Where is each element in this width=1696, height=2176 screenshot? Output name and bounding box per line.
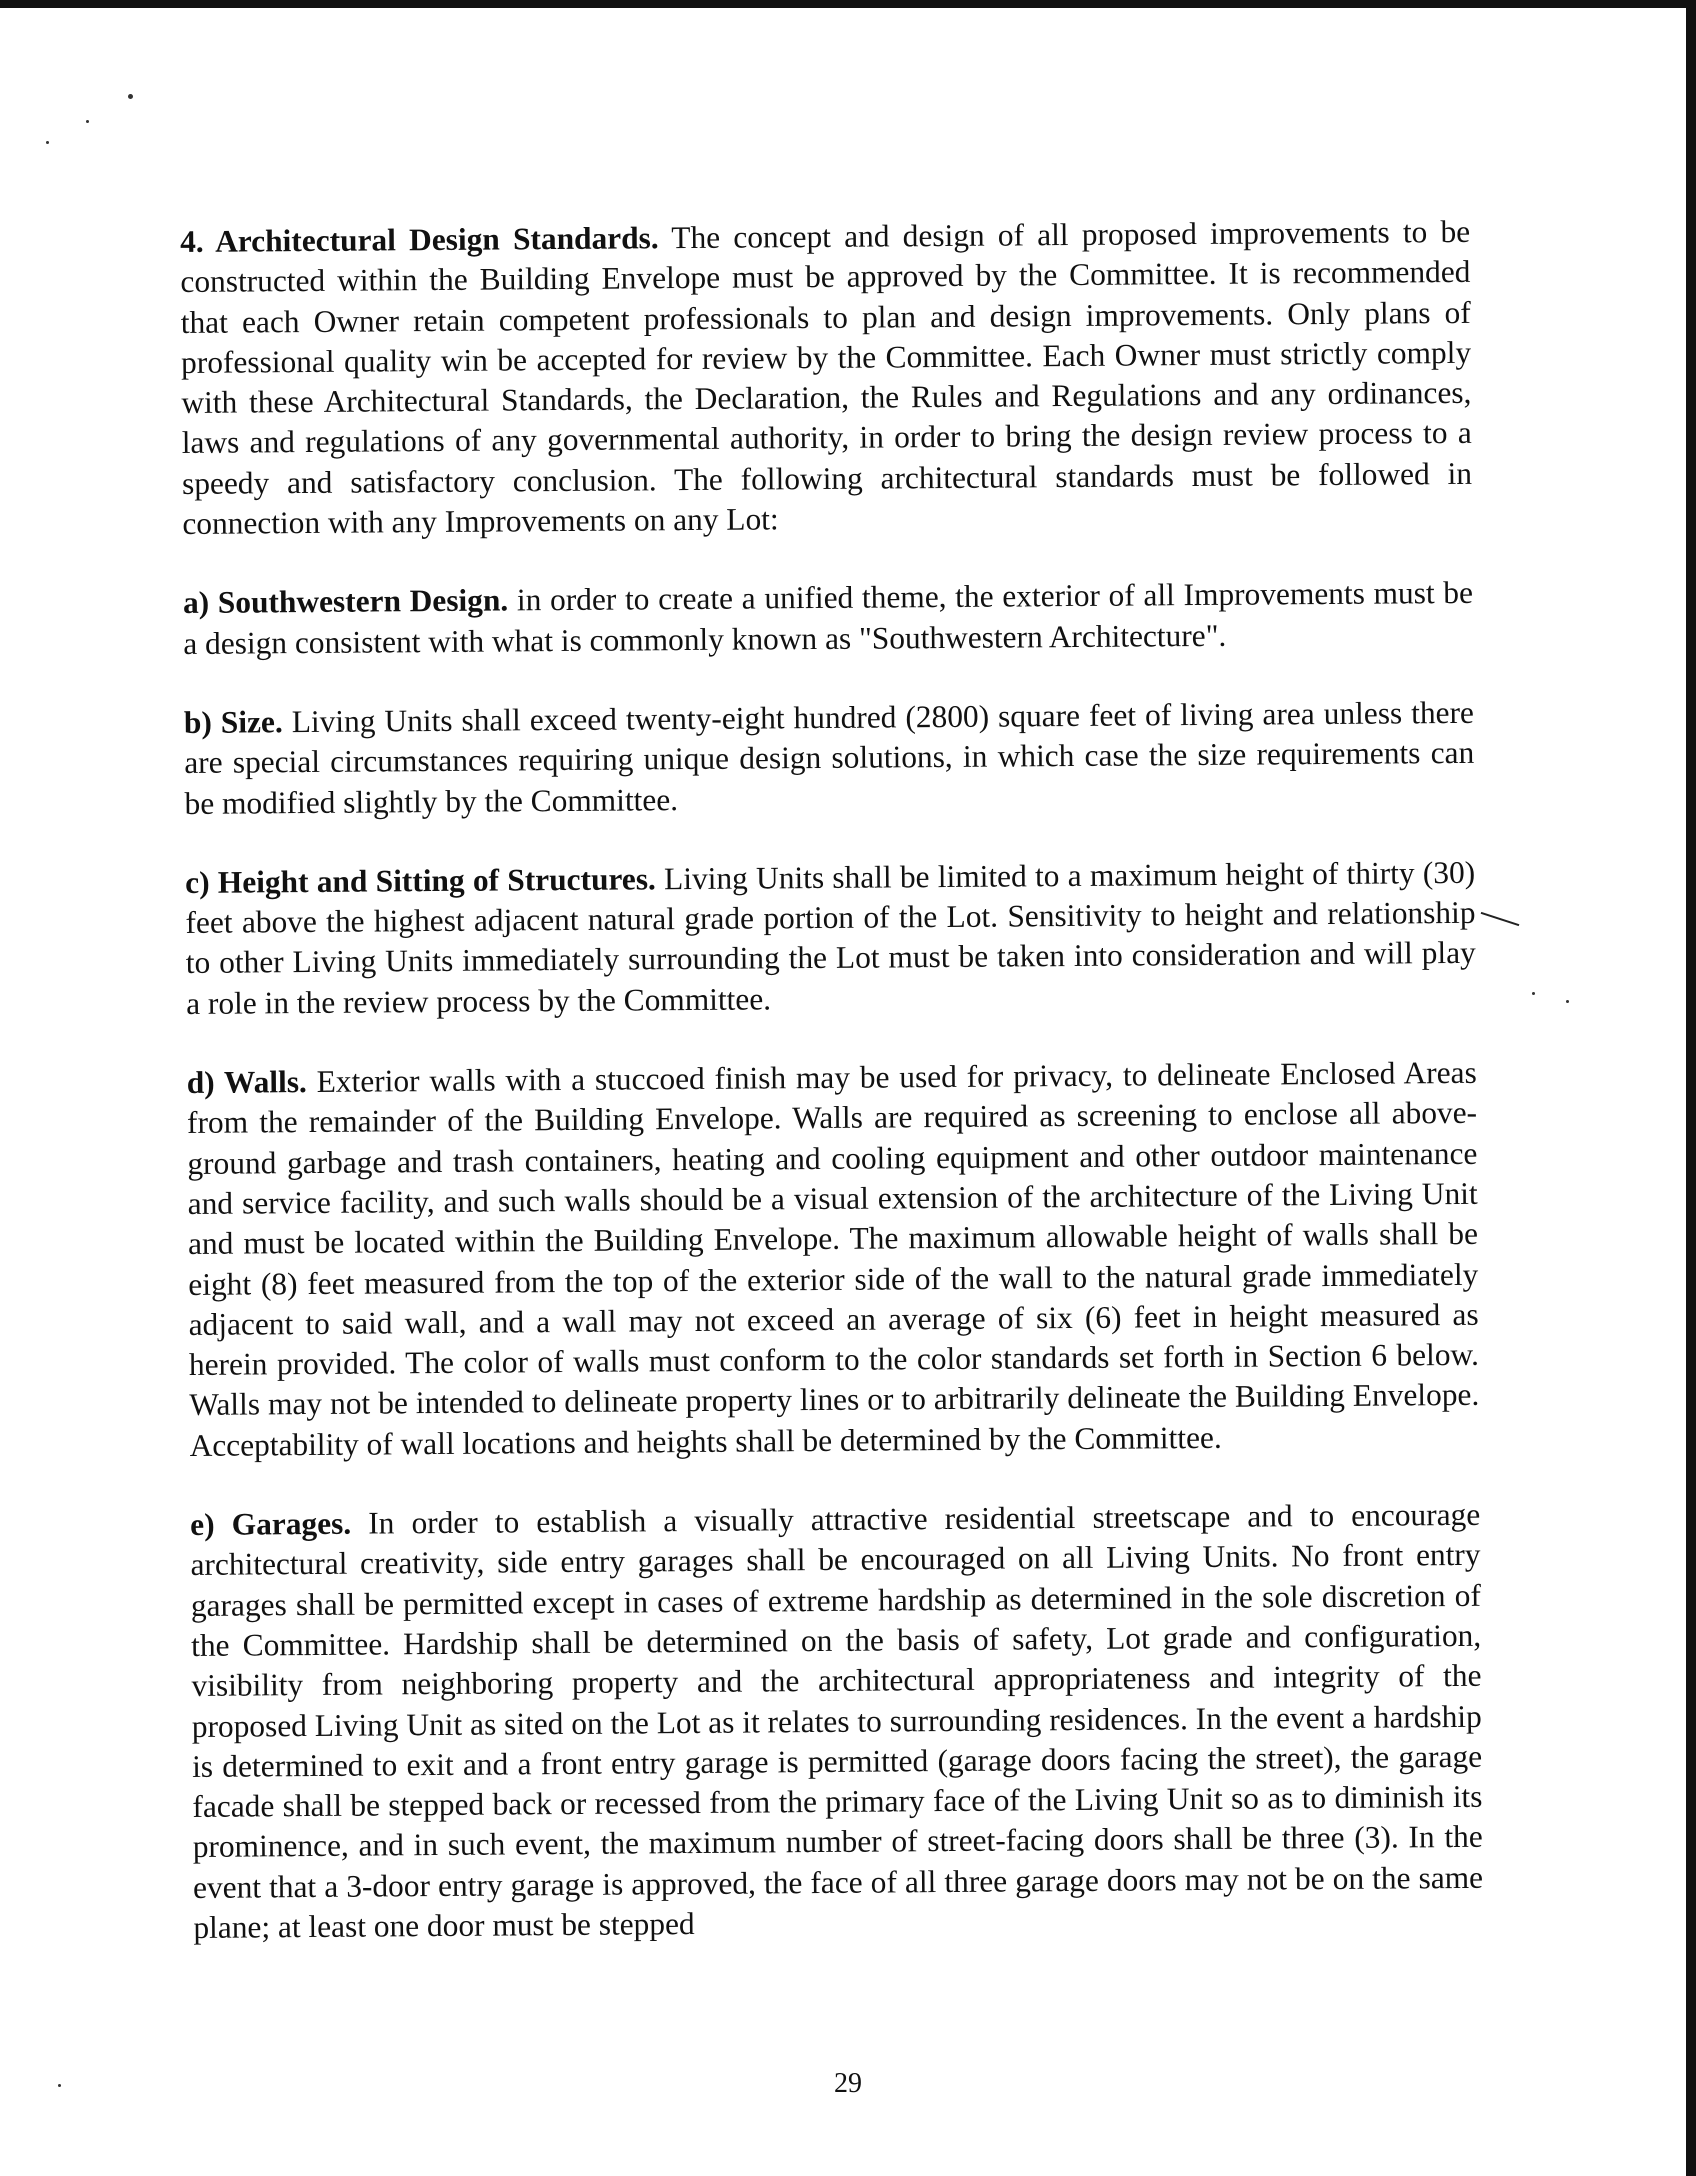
scan-speck bbox=[46, 141, 49, 144]
section-garages bbox=[190, 1495, 1483, 1948]
section-text: Exterior walls with a stuccoed finish may be used for privacy, to delineate Enclosed Areas from the remainder of the Building Envelope. Walls are required as screening to enclose all above-ground garbage and trash containers, heating and cooling equipment and other outdoor maintenance and service facility, and such walls should be a visual extension of the architecture of the Living Unit and must be located within the Building Envelope. The maximum allowable height of walls shall be eight (8) feet measured from the top of the exterior side of the wall to the natural grade immediately adjacent to said wall, and a wall may not exceed an average of six (6) feet in height measured as herein provided. The color of walls must conform to the color standards set forth in Section 6 below. Walls may not be intended to delineate property lines or to arbitrarily delineate the Building Envelope. Acceptability of wall locations and heights shall be determined by the Committee. bbox=[186, 1054, 1480, 1463]
section-text: In order to establish a visually attractive residential streetscape and to encourage architectural creativity, side entry garages shall be encouraged on all Living Units. No front entry garages shall be permitted except in cases of extreme hardship as determined in the sole discretion of the Committee. Hardship shall be determined on the basis of safety, Lot grade and configuration, visibility from neighboring property and the architectural appropriateness and integrity of the proposed Living Unit as sited on the Lot as it relates to surrounding residences. In the event a hardship is determined to exit and a front entry garage is permitted (garage doors facing the street), the garage facade shall be stepped back or recessed from the primary face of the Living Unit so as to diminish its prominence, and in such event, the maximum number of street-facing doors shall be three (3). In the event that a 3-door entry garage is approved, the face of all three garage doors may not be on the same plane; at least one door must be stepped bbox=[190, 1496, 1484, 1945]
section-walls bbox=[187, 1053, 1480, 1466]
section-text: in order to create a unified theme, the exterior of all Improvements must be a design consistent with what is commonly known as "Southwestern Architecture". bbox=[183, 575, 1474, 661]
section-heading: 4. Architectural Design Standards. bbox=[180, 220, 659, 259]
section-southwestern-design bbox=[183, 573, 1474, 664]
scan-top-border bbox=[0, 0, 1696, 8]
scan-speck bbox=[1566, 1000, 1569, 1003]
section-heading: c) Height and Sitting of Structures. bbox=[185, 861, 656, 900]
section-heading: a) Southwestern Design. bbox=[182, 582, 509, 621]
scan-speck bbox=[86, 120, 89, 123]
section-text: Living Units shall be limited to a maximum height of thirty (30) feet above the highest adjacent natural grade portion of the Lot. Sensitivity to height and relationship to other Living Units immediately surrounding the Lot must be taken into consideration and will play a role in the review process by the Committee. bbox=[185, 854, 1476, 1021]
section-heading: d) Walls. bbox=[186, 1064, 307, 1101]
margin-pen-mark bbox=[1481, 912, 1520, 926]
page-number: 29 bbox=[834, 2068, 862, 2099]
scan-speck bbox=[1532, 992, 1535, 995]
section-text: Living Units shall exceed twenty-eight hundred (2800) square feet of living area unless there are special circumstances requiring unique design solutions, in which case the size requirements can be modified slightly by the Committee. bbox=[184, 694, 1475, 821]
section-height-and-sitting bbox=[185, 853, 1476, 1024]
section-size bbox=[184, 693, 1475, 824]
section-heading: b) Size. bbox=[183, 704, 283, 740]
scan-speck bbox=[128, 94, 133, 99]
scan-right-border bbox=[1686, 0, 1696, 2176]
section-text: The concept and design of all proposed improvements to be constructed within the Building Envelope must be approved by the Committee. It is recommended that each Owner retain competent professionals to plan and design improvements. Only plans of professional quality win be accepted for review by the Committee. Each Owner must strictly comply with these Architectural Standards, the Declaration, the Rules and Regulations and any ordinances, laws and regulations of any governmental authority, in order to bring the design review process to a speedy and satisfactory conclusion. The following architectural standards must be followed in connection with any Improvements on any Lot: bbox=[180, 213, 1473, 542]
section-heading: e) Garages. bbox=[190, 1505, 352, 1542]
document-body bbox=[180, 212, 1484, 1987]
section-architectural-design-standards bbox=[180, 212, 1472, 544]
